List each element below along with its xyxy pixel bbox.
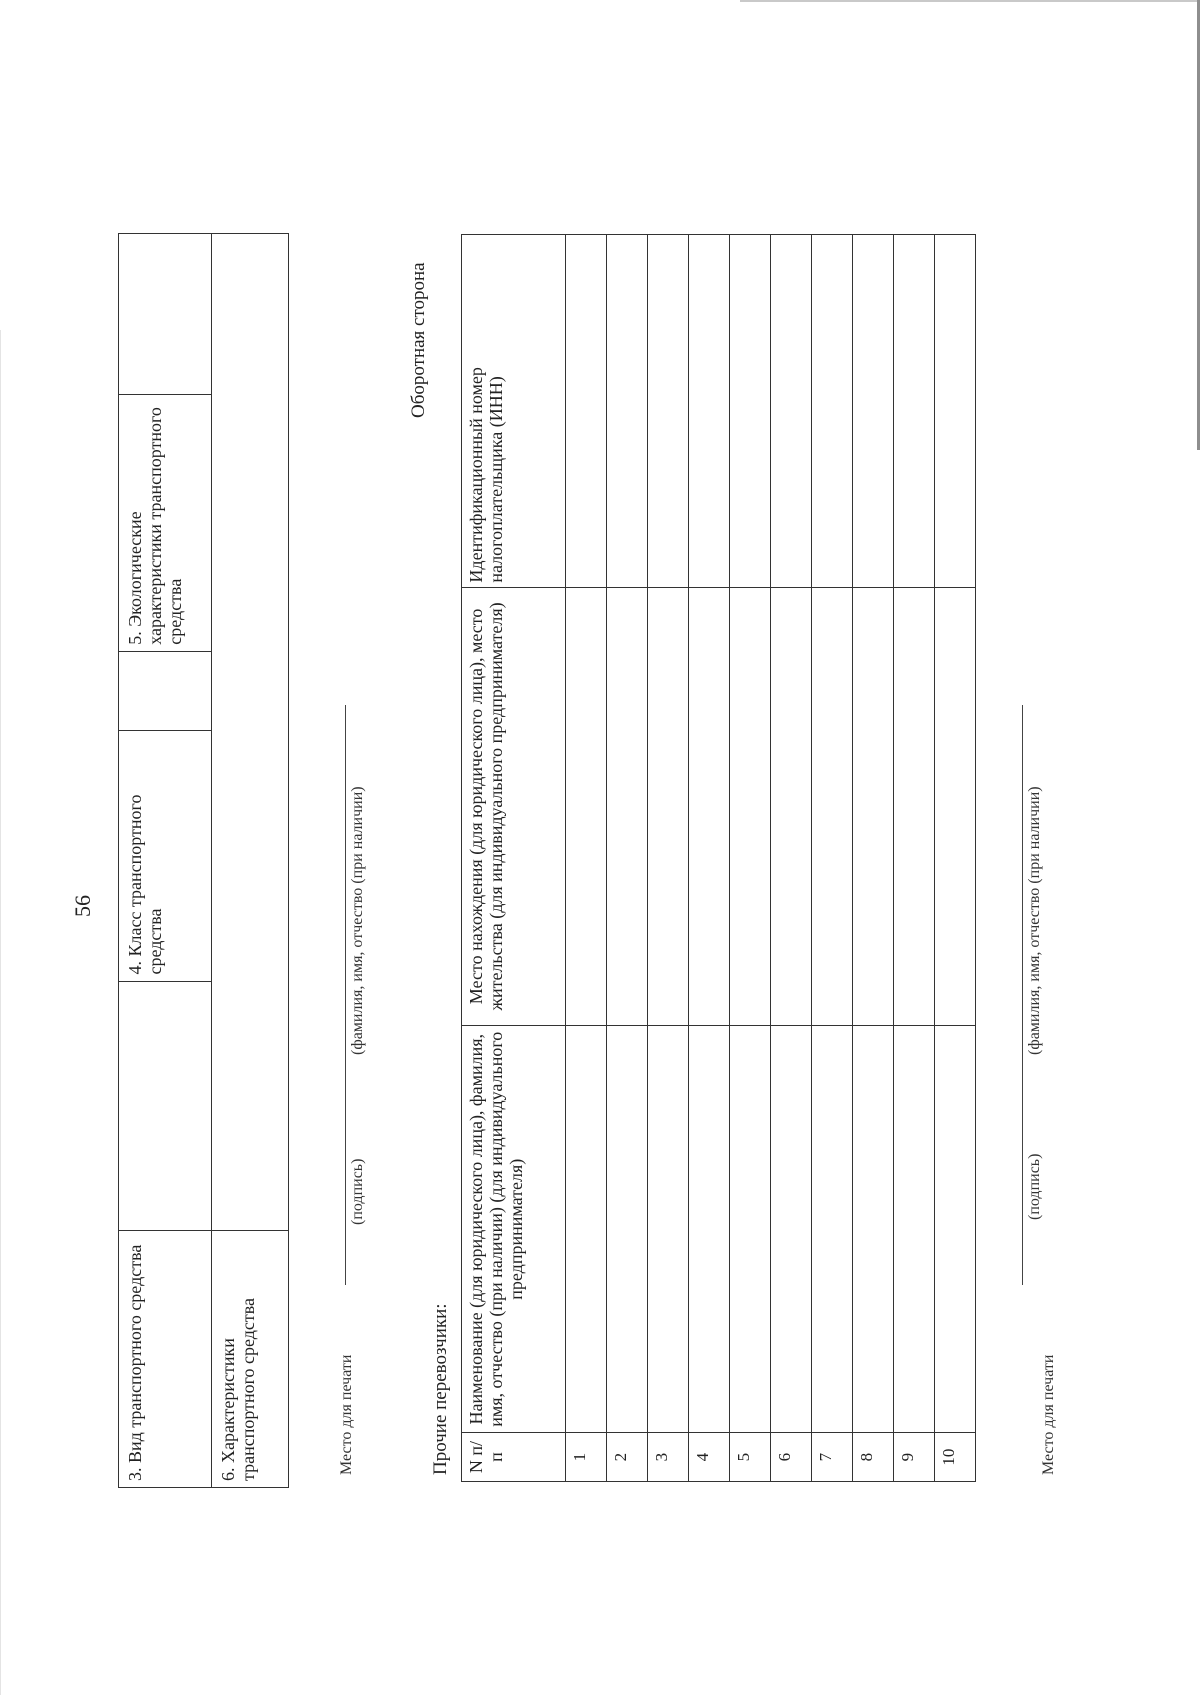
row-address-cell xyxy=(689,587,730,1026)
row-address-cell xyxy=(730,587,771,1026)
row-inn-cell xyxy=(689,235,730,588)
ecological-label: 5. Экологические характеристики транспортного средства xyxy=(119,395,212,652)
row-number: 8 xyxy=(853,1433,894,1482)
row-name-cell xyxy=(812,1026,853,1433)
other-carriers-title: Прочие перевозчики: xyxy=(430,1303,451,1475)
table-row xyxy=(935,235,976,1482)
row-name-cell xyxy=(935,1026,976,1433)
vehicle-type-label: 3. Вид транспортного средства xyxy=(119,1230,212,1487)
table-row xyxy=(607,235,648,1482)
vehicle-class-label: 4. Класс транспортного средства xyxy=(119,730,212,981)
row-number: 4 xyxy=(689,1433,730,1482)
table-row xyxy=(648,235,689,1482)
row-number: 2 xyxy=(607,1433,648,1482)
row-name-cell xyxy=(771,1026,812,1433)
row-name-cell xyxy=(853,1026,894,1433)
vehicle-table-row-2 xyxy=(212,234,289,1488)
row-number: 5 xyxy=(730,1433,771,1482)
header-address: Место нахождения (для юридического лица), место жительства (для индивидуального предпринимателя) xyxy=(462,587,566,1026)
page-number: 56 xyxy=(70,895,95,917)
table-row xyxy=(730,235,771,1482)
row-inn-cell xyxy=(648,235,689,588)
vehicle-class-value xyxy=(119,651,212,730)
characteristics-label: 6. Характеристики транспортного средства xyxy=(212,1230,289,1487)
row-name-cell xyxy=(689,1026,730,1433)
row-number: 10 xyxy=(935,1433,976,1482)
table-row xyxy=(566,235,607,1482)
signature-caption-2: (подпись) xyxy=(1026,1153,1043,1220)
row-number: 9 xyxy=(894,1433,935,1482)
row-address-cell xyxy=(607,587,648,1026)
row-inn-cell xyxy=(812,235,853,588)
stamp-place-label-1: Место для печати xyxy=(338,1354,355,1475)
row-name-cell xyxy=(730,1026,771,1433)
row-inn-cell xyxy=(853,235,894,588)
row-number: 7 xyxy=(812,1433,853,1482)
name-line-2 xyxy=(1022,705,1023,1125)
name-caption-2: (фамилия, имя, отчество (при наличии) xyxy=(1026,786,1043,1055)
row-name-cell xyxy=(566,1026,607,1433)
row-inn-cell xyxy=(566,235,607,588)
row-address-cell xyxy=(648,587,689,1026)
header-inn: Идентификационный номер налогоплательщика (ИНН) xyxy=(462,235,566,588)
row-address-cell xyxy=(935,587,976,1026)
vehicle-table xyxy=(118,233,289,1488)
characteristics-value xyxy=(212,234,289,1231)
ecological-value xyxy=(119,234,212,395)
row-name-cell xyxy=(607,1026,648,1433)
row-inn-cell xyxy=(607,235,648,588)
name-line-1 xyxy=(345,705,346,1140)
carriers-table xyxy=(461,234,976,1482)
table-row xyxy=(689,235,730,1482)
row-inn-cell xyxy=(730,235,771,588)
row-address-cell xyxy=(894,587,935,1026)
row-number: 1 xyxy=(566,1433,607,1482)
stamp-place-label-2: Место для печати xyxy=(1040,1354,1057,1475)
header-name: Наименование (для юридического лица), фамилия, имя, отчество (при наличии) (для индивидуального предпринимателя) xyxy=(462,1026,566,1433)
table-row xyxy=(812,235,853,1482)
vehicle-table-row-1 xyxy=(119,234,212,1488)
row-address-cell xyxy=(771,587,812,1026)
row-number: 6 xyxy=(771,1433,812,1482)
table-row xyxy=(894,235,935,1482)
reverse-side-label: Оборотная сторона xyxy=(408,262,429,418)
row-address-cell xyxy=(566,587,607,1026)
row-name-cell xyxy=(894,1026,935,1433)
row-inn-cell xyxy=(771,235,812,588)
vehicle-type-value xyxy=(119,981,212,1230)
row-address-cell xyxy=(853,587,894,1026)
table-row xyxy=(853,235,894,1482)
signature-caption-1: (подпись) xyxy=(349,1158,366,1225)
row-number: 3 xyxy=(648,1433,689,1482)
carriers-table-header xyxy=(462,235,566,1482)
header-number: N п/п xyxy=(462,1433,566,1482)
row-inn-cell xyxy=(894,235,935,588)
row-name-cell xyxy=(648,1026,689,1433)
row-inn-cell xyxy=(935,235,976,588)
name-caption-1: (фамилия, имя, отчество (при наличии) xyxy=(349,786,366,1055)
table-row xyxy=(771,235,812,1482)
signature-line-2 xyxy=(1022,1125,1023,1285)
signature-line-1 xyxy=(345,1140,346,1285)
row-address-cell xyxy=(812,587,853,1026)
